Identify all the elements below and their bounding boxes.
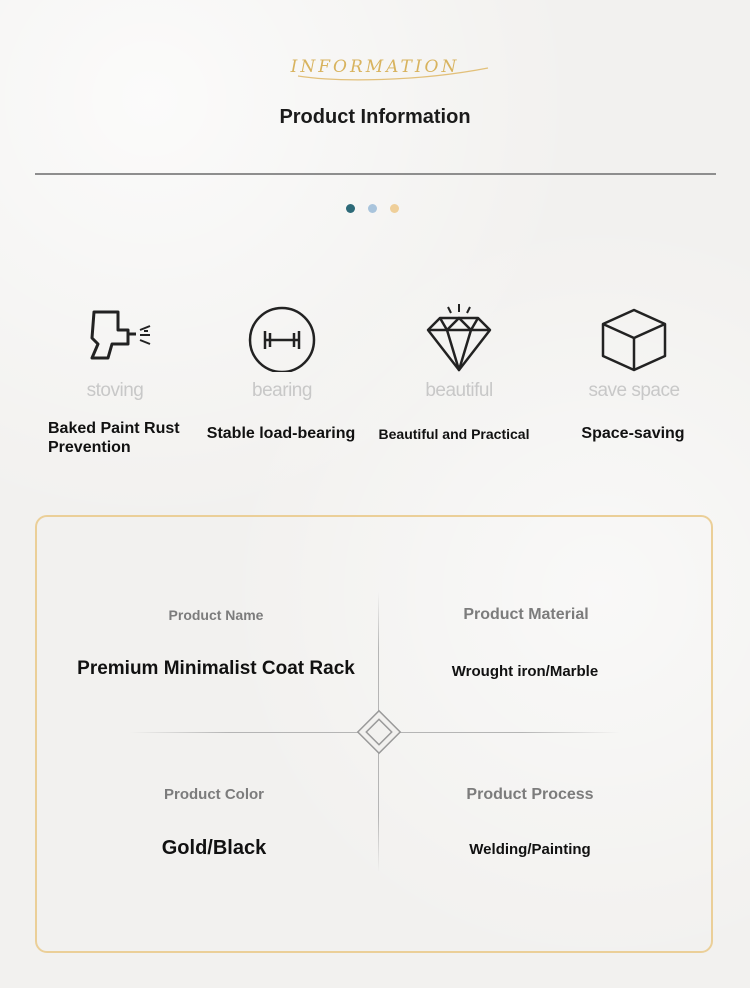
feature-bearing — [194, 300, 370, 404]
spec-name-label: Product Name — [168, 607, 264, 623]
spray-gun-icon — [70, 300, 160, 372]
dot-blue — [368, 204, 377, 213]
spec-material-label: Product Material — [463, 606, 589, 623]
feature-ghost-label: save space — [588, 380, 680, 401]
feature-label-save-space: Space-saving — [581, 425, 685, 442]
feature-label-beautiful: Beautiful and Practical — [378, 426, 530, 442]
feature-label-stoving: Baked Paint Rust Prevention — [48, 420, 180, 456]
divider — [35, 173, 716, 175]
feature-label-bearing: Stable load-bearing — [206, 425, 356, 442]
feature-ghost-label: stoving — [86, 380, 144, 401]
spec-color-value: Gold/Black — [161, 837, 267, 859]
spec-process-value: Welding/Painting — [469, 841, 591, 858]
script-heading: INFORMATION — [290, 57, 460, 77]
diamond-icon — [414, 300, 504, 372]
bearing-icon — [237, 300, 327, 372]
spec-name-value: Premium Minimalist Coat Rack — [77, 658, 355, 679]
spec-material-value: Wrought iron/Marble — [451, 663, 599, 680]
dot-teal — [346, 204, 355, 213]
decorative-dots — [346, 204, 406, 214]
feature-stoving — [27, 300, 203, 404]
dot-peach — [390, 204, 399, 213]
cube-icon — [589, 300, 679, 372]
center-diamond-ornament — [356, 709, 402, 755]
spec-color-label: Product Color — [164, 786, 264, 803]
feature-save-space — [546, 300, 722, 404]
feature-ghost-label: beautiful — [425, 380, 493, 401]
spec-process-label: Product Process — [466, 786, 594, 803]
page-title: Product Information — [279, 106, 471, 128]
feature-beautiful — [371, 300, 547, 404]
feature-ghost-label: bearing — [252, 380, 312, 401]
